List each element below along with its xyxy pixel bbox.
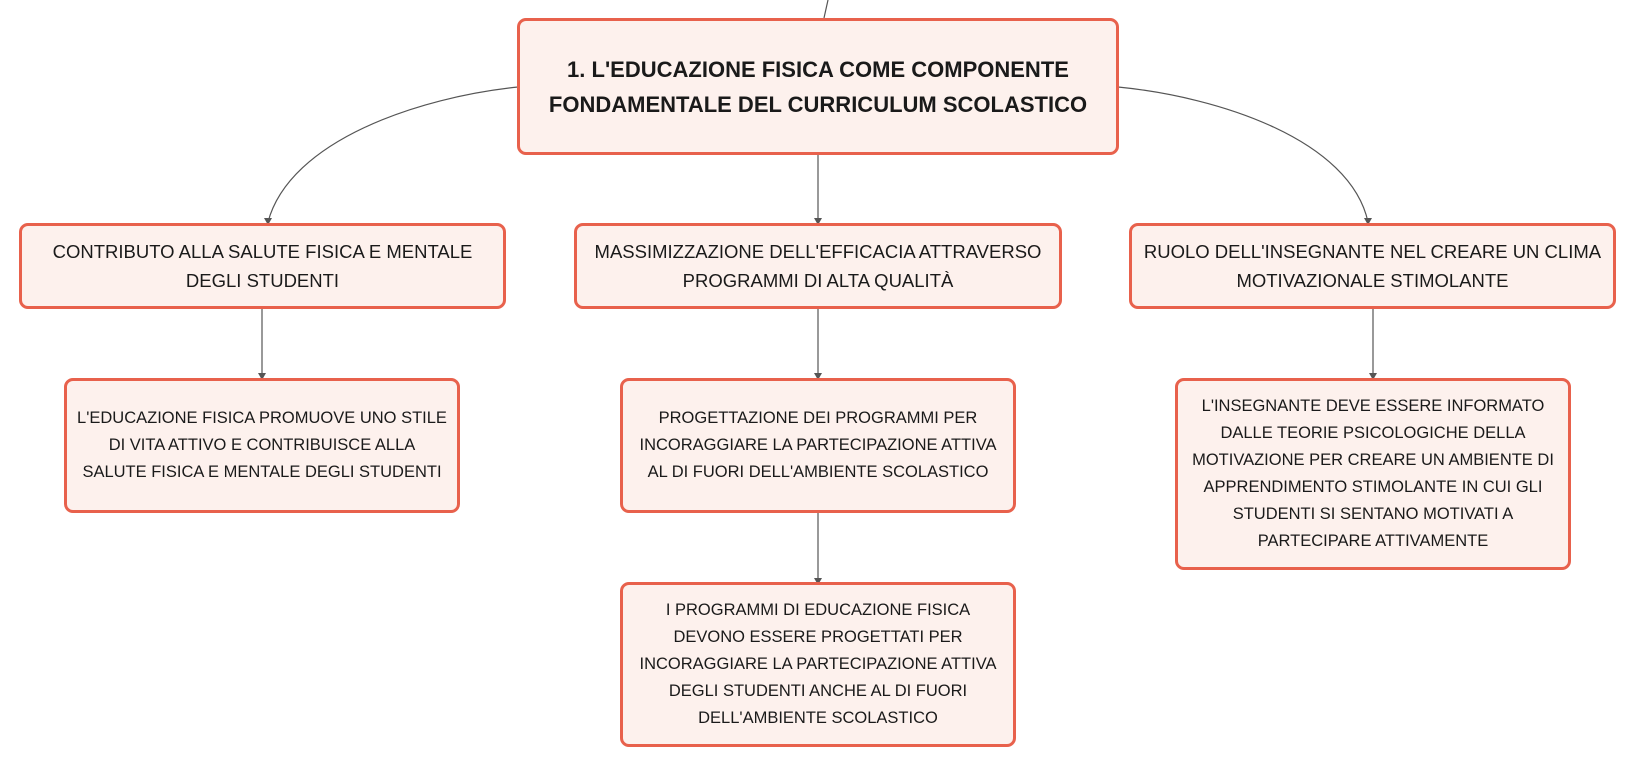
subtopic-line: DEGLI STUDENTI ANCHE AL DI FUORI bbox=[668, 682, 968, 700]
connector-root-to-branch-3 bbox=[1118, 87, 1368, 222]
subtopic-line: AL DI FUORI DELL'AMBIENTE SCOLASTICO bbox=[647, 463, 989, 481]
subtopic-line: DALLE TEORIE PSICOLOGICHE DELLA bbox=[1220, 424, 1526, 442]
subtopic-text bbox=[640, 405, 997, 486]
branch-line: RUOLO DELL'INSEGNANTE NEL CREARE UN CLIMA bbox=[1143, 241, 1602, 262]
subtopic-line: DELL'AMBIENTE SCOLASTICO bbox=[698, 709, 938, 727]
subtopic-node-stile-di-vita[interactable] bbox=[64, 378, 460, 513]
subtopic-node-progettazione[interactable] bbox=[620, 378, 1016, 513]
subtopic-line: MOTIVAZIONE PER CREARE UN AMBIENTE DI bbox=[1192, 451, 1554, 469]
connector-top-incoming bbox=[824, 0, 828, 18]
subtopic-line: DEVONO ESSERE PROGETTATI PER bbox=[673, 628, 963, 646]
subtopic-line: L'INSEGNANTE DEVE ESSERE INFORMATO bbox=[1201, 397, 1545, 415]
subtopic-line: APPRENDIMENTO STIMOLANTE IN CUI GLI bbox=[1203, 478, 1543, 496]
subtopic-line: INCORAGGIARE LA PARTECIPAZIONE ATTIVA bbox=[639, 655, 997, 673]
branch-line: PROGRAMMI DI ALTA QUALITÀ bbox=[682, 270, 954, 291]
root-topic-text bbox=[549, 52, 1087, 122]
subtopic-line: SALUTE FISICA E MENTALE DEGLI STUDENTI bbox=[82, 463, 442, 481]
subtopic-node-programmi[interactable] bbox=[620, 582, 1016, 747]
subtopic-line: DI VITA ATTIVO E CONTRIBUISCE ALLA bbox=[108, 436, 416, 454]
branch-node-salute[interactable] bbox=[19, 223, 506, 309]
branch-text bbox=[1144, 237, 1601, 295]
branch-line: MASSIMIZZAZIONE DELL'EFFICACIA ATTRAVERSO bbox=[594, 241, 1042, 262]
subtopic-line: I PROGRAMMI DI EDUCAZIONE FISICA bbox=[665, 601, 971, 619]
branch-line: CONTRIBUTO ALLA SALUTE FISICA E MENTALE bbox=[52, 241, 473, 262]
subtopic-node-motivazione[interactable] bbox=[1175, 378, 1571, 570]
root-topic-line: 1. L'EDUCAZIONE FISICA COME COMPONENTE bbox=[567, 56, 1069, 82]
root-topic-line: FONDAMENTALE DEL CURRICULUM SCOLASTICO bbox=[548, 91, 1088, 117]
branch-node-efficacia[interactable] bbox=[574, 223, 1062, 309]
subtopic-line: PROGETTAZIONE DEI PROGRAMMI PER bbox=[658, 409, 978, 427]
subtopic-line: INCORAGGIARE LA PARTECIPAZIONE ATTIVA bbox=[639, 436, 997, 454]
branch-node-insegnante[interactable] bbox=[1129, 223, 1616, 309]
connector-root-to-branch-1 bbox=[268, 87, 518, 222]
subtopic-line: L'EDUCAZIONE FISICA PROMUOVE UNO STILE bbox=[77, 409, 447, 427]
subtopic-text bbox=[77, 405, 447, 486]
subtopic-text bbox=[640, 597, 997, 732]
branch-text bbox=[595, 237, 1042, 295]
subtopic-line: PARTECIPARE ATTIVAMENTE bbox=[1257, 532, 1489, 550]
branch-text bbox=[53, 237, 473, 295]
subtopic-line: STUDENTI SI SENTANO MOTIVATI A bbox=[1232, 505, 1514, 523]
subtopic-text bbox=[1192, 393, 1554, 555]
root-topic-node[interactable] bbox=[517, 18, 1119, 155]
branch-line: DEGLI STUDENTI bbox=[185, 270, 340, 291]
branch-line: MOTIVAZIONALE STIMOLANTE bbox=[1236, 270, 1509, 291]
